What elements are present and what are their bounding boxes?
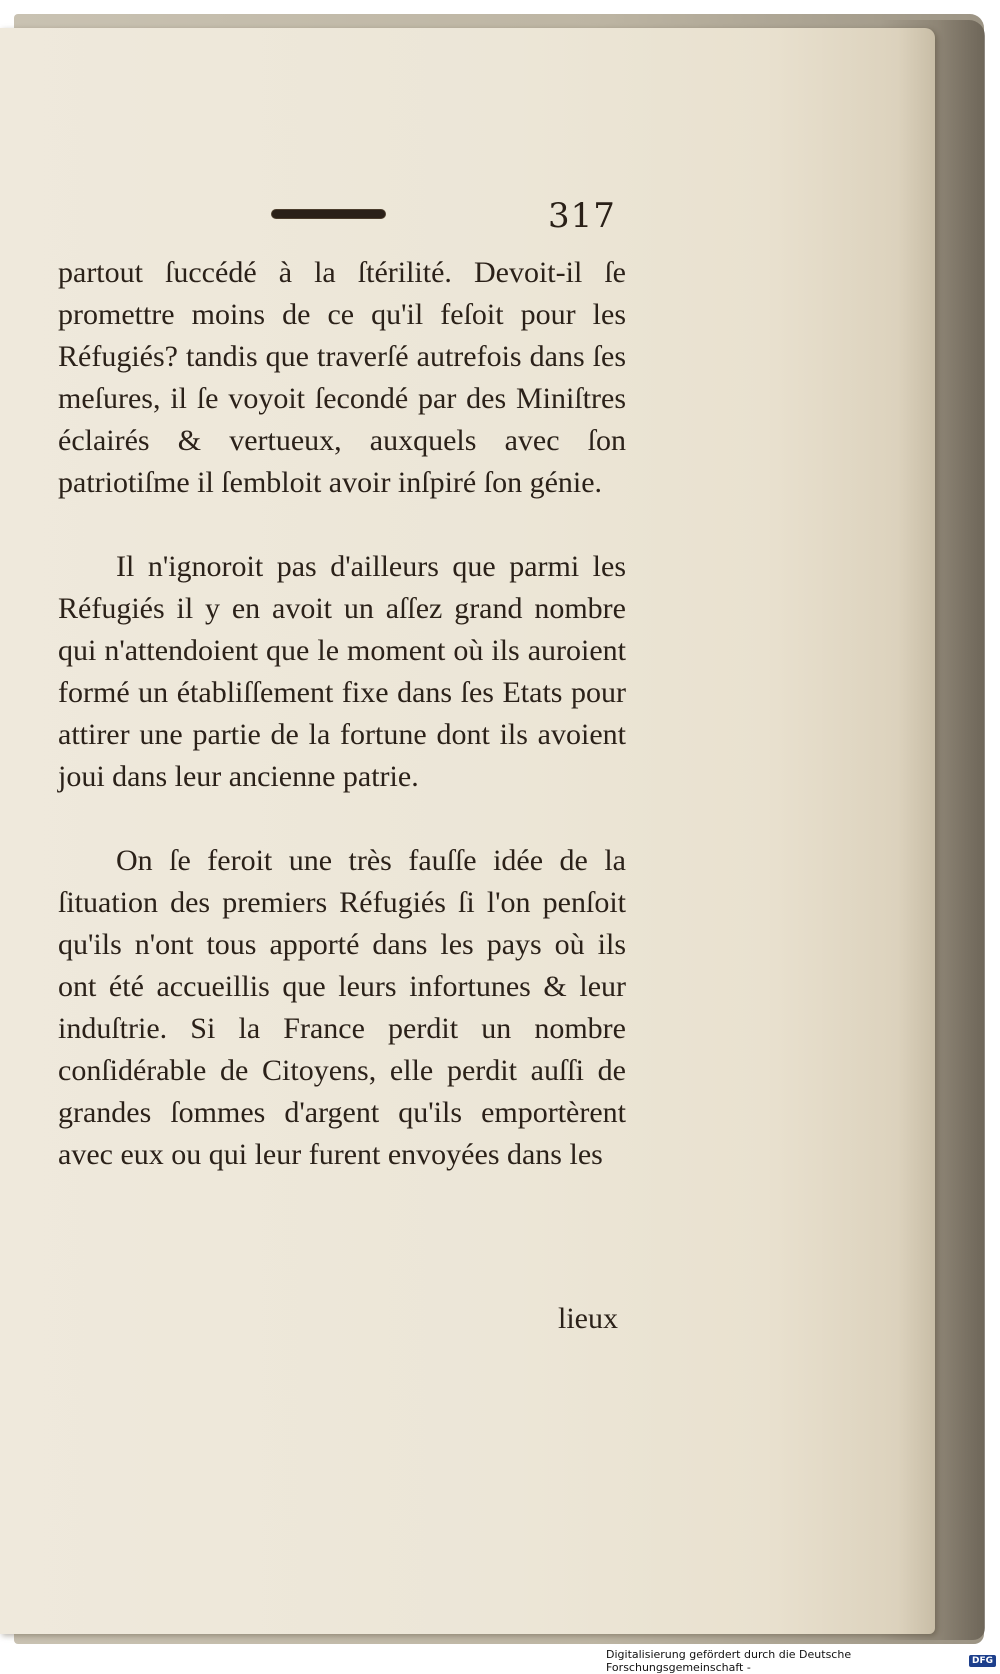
paragraph-1: partout ſuccédé à la ſtérilité. Devoit-il ſe promettre moins de ce qu'il feſoit pour les Réfugiés? tandis que traverſé autrefois dans ſes meſures, il ſe voyoit ſecondé par des Miniſtres éclairés & vertueux, auxquels avec ſon patriotiſme il ſembloit avoir inſpiré ſon génie. xyxy=(58,256,626,499)
paragraph-2: Il n'ignoroit pas d'ailleurs que parmi les Réfugiés il y en avoit un aſſez grand nombre qui n'attendoient que le moment où ils auroient formé un établiſſement fixe dans ſes Etats pour attirer une partie de la fortune dont ils avoient joui dans leur ancienne patrie. xyxy=(58,550,626,793)
digitization-credit xyxy=(606,1650,1000,1672)
dfg-logo-icon: DFG xyxy=(969,1655,996,1667)
paragraph-3: On ſe feroit une très fauſſe idée de la ſituation des premiers Réfugiés ſi l'on penſoit qu'ils n'ont tous apporté dans les pays où ils ont été accueillis que leurs infortunes & leur induſtrie. Si la France perdit un nombre conſidérable de Citoyens, elle perdit auſſi de grandes ſommes d'argent qu'ils emportèrent avec eux ou qui leur furent envoyées dans les xyxy=(58,844,626,1171)
text-block xyxy=(58,252,626,1176)
header-ornament-rule xyxy=(272,210,385,218)
page-number: 317 xyxy=(548,196,616,236)
catchword: lieux xyxy=(558,1302,618,1335)
credit-text: Digitalisierung gefördert durch die Deutsche Forschungsgemeinschaft - xyxy=(606,1648,852,1674)
